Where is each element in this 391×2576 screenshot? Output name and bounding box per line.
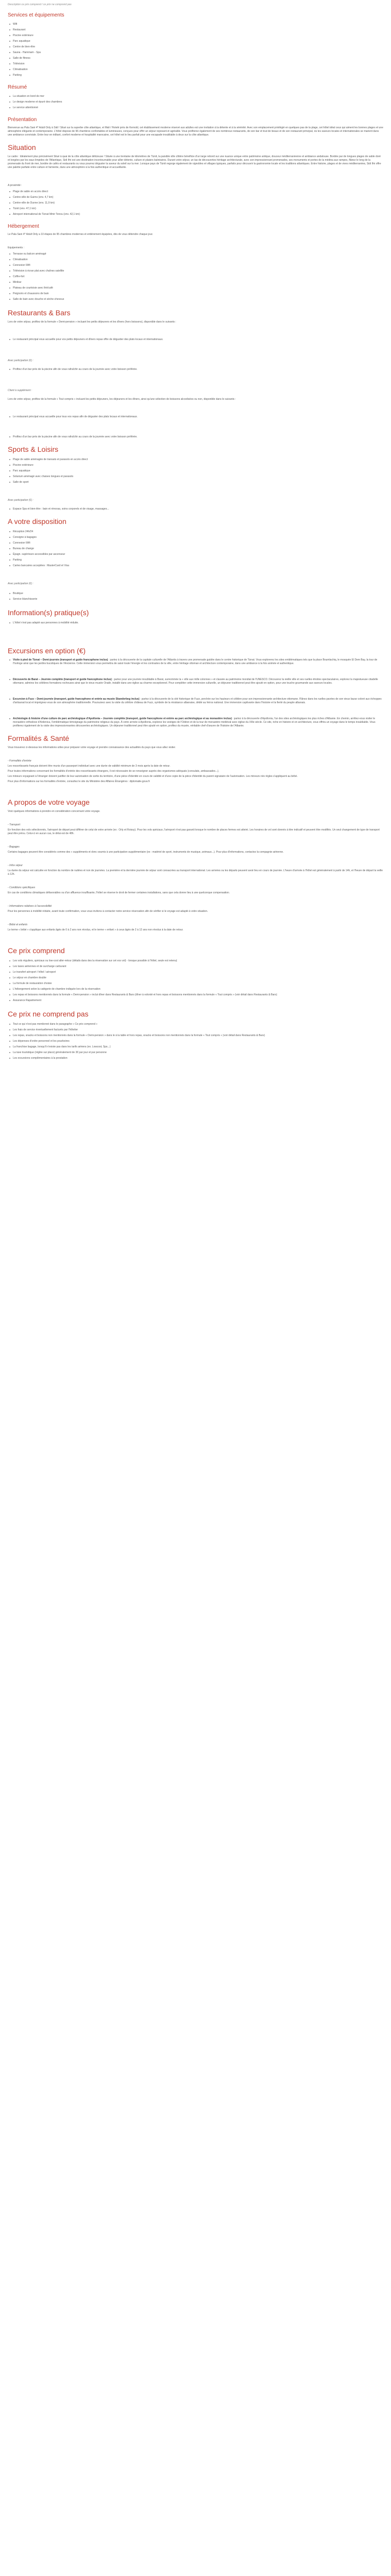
- hebergement-text: Le Pala Sani 4* Adult Only a 10 étapes de 95 chambres modernes et entièrement équipées, dès de vous détendre chaque jour.: [8, 233, 153, 236]
- list-item: Le design moderne et épuré des chambres: [13, 99, 383, 105]
- prix-ne-comprend-section: [8, 1010, 383, 1061]
- apropos-text: La durée du séjour est calculée en fonction du nombre de nuitées et non de journées. La première et la dernière journée de séjour sont consacrées au transport international. Les arrivées ou les départs peuvent avoir lieu en cours de journée. L'heure d'arrivée à l'hôtel est généralement à partir de 14h, et l'heure de départ la veille à 12h.: [8, 869, 383, 876]
- services-list: [8, 22, 383, 78]
- list-item: Piscine extérieure: [13, 33, 383, 39]
- list-item: Connexion Wifi: [13, 540, 383, 546]
- excursion-item: [13, 658, 383, 666]
- list-item: Coffre-fort: [13, 274, 383, 280]
- list-item: Les excursions complémentaires à la prestation: [13, 1056, 383, 1061]
- apropos-text: Certains bagages peuvent être considérés comme des « suppléments et donc soumis à une participation supplémentaire (ex : matériel de sport, instruments de musique, animaux...). Pour plus d'informations, contactez la compagnie aérienne.: [8, 851, 284, 854]
- list-item: Salle de bain avec douche et sèche-cheveux: [13, 297, 383, 302]
- excursions-section: [8, 647, 383, 728]
- excursion-desc: : partez à la découverte d'Apollonia, l'un des sites archéologiques les plus riches d'Albanie. En chemin, arrêtez-vous visiter le monastère orthodoxe d'Ardenica, l'emblématique témoignage du patrimoine religieux du pays. À votre arrivée à Apollonia, explorez les vestiges de l'Odéon et de la tour de monastère médiéval avec église du XIIIe siècle. Ce site, riche en histoire et en architecture, vous offrira un voyage dans le temps inoubliable. Vous profiterez également de la visite des impressionnantes découvertes archéologiques. Un déjeuner traditionnel peut être ajouté en option, profitez du musée, véritable chef-d'œuvre de l'histoire de l'Albanie.: [13, 717, 376, 727]
- presentation-text: Bienvenue au Pala Sani 4* Adult Only à Sidi ! Situé sur la superbe côte atlantique, et Mali / Hotelé près de Kernold, cet établissement moderne réservé aux adultes est une invitation à la détente et à la sérénité. Avec son emplacement privilégié en quelques pas de la plage, cet hôtel idéal ceux qui aiment les bonnes plages et une atmosphère élégante et contemporaine. L'hôtel dispose de 96 chambres confortables et lumineuses, conçues pour offrir un séjour reposant et agréable. Vous profiterez également de ses nombreux restaurants, de son bar et tout de beaux et de son restaurant principal, où les saveurs locales et internationales se marient dans une ambiance conviviale. Entre leur en éditant, confort moderne et hospitalité marocaine, cet hôtel est le lieu parfait pour une escapade inoubliable à deux sur la côte atlantique.: [8, 126, 383, 137]
- situation-title: Situation: [8, 143, 36, 151]
- list-item: La franchise bagage, lorsqu'il n'existe pas dans les tarifs aériens (ex. Lowcost, Sps...): [13, 1044, 383, 1050]
- list-item: Parking: [13, 73, 383, 78]
- formalites-text: Vous trouverez ci-dessous les informations utiles pour préparer votre voyage et prendre connaissance des actualités du pays que vous allez visiter.: [8, 746, 176, 749]
- formalites-subtitle: - Formalités d'entrée: [8, 759, 31, 762]
- hebergement-equip-label: Equipements :: [8, 246, 24, 249]
- list-item: Parc aquatique: [13, 468, 383, 474]
- prix-comprend-section: [8, 946, 383, 1004]
- apropos-text: Le terme « bébé » s'applique aux enfants âgés de 0 à 2 ans non révolus, et le terme « enfant » à ceux âgés de 2 à 12 ans non révolus à la date de retour.: [8, 928, 184, 931]
- list-item: L'hébergement selon la catégorie de chambre indiquée lors de la réservation: [13, 987, 383, 992]
- list-item: Bureau de change: [13, 546, 383, 552]
- list-item: Les frais de service éventuellement facturés par l'hôtelier: [13, 1027, 383, 1033]
- restaurants-para1: Lors de votre séjour, profitez de la formule « Demi-pension » incluant les petits déjeuners et les dîners (hors boissons), disponible dans le suivants :: [8, 320, 176, 324]
- hebergement-section: [8, 224, 383, 302]
- restaurants-bullet1: Le restaurant principal vous accueille pour vos petits déjeuners et dîners repas offre de dégustier des plats locaux et internationaux.: [13, 338, 383, 342]
- list-item: Solarium aménagé avec chaises longues et parasols: [13, 474, 383, 480]
- list-item: Centre-ville de Guims (env. 4,7 km): [13, 195, 383, 200]
- excursion-item: [13, 678, 383, 685]
- top-note: Description ce prix comprend / ce prix ne comprend pas: [8, 3, 72, 6]
- resume-title: Résumé: [8, 84, 27, 90]
- page: [0, 0, 391, 1061]
- apropos-subtitle: - Conditions spécifiques: [8, 886, 36, 889]
- list-item: Parking: [13, 557, 383, 563]
- list-item: La situation en bord de mer: [13, 94, 383, 99]
- restaurants-bullet4: Profitez d'un bar près de la piscine afin de vous rafraîchir au cours de la journée avec votre boisson préférée.: [13, 435, 383, 439]
- list-item: Salle de fitness: [13, 56, 383, 61]
- restaurants-option-note: Client à supplément :: [8, 389, 32, 392]
- restaurants-title: Restaurants & Bars: [8, 309, 71, 317]
- excursion-desc: : partez pour une journée inoubliable à Barat, surnommée la « ville aux mille colonnes » et classée au patrimoine mondial de l'UNESCO. Découvrez la vieille ville et ses ruelles étroites spectaculaires, explorez la majestueuse citadelle ottomane, admirez les célèbres formations rocheuses ainsi que le vieux musée Oradir, installé dans une église au charme exceptionnel. Pour compléter cette immersion culturelle, un déjeuner traditionnel peut être ajouté en option, pour une touche gourmande aux saveurs locales.: [13, 678, 378, 685]
- restaurants-bullet3: Le restaurant principal vous accueille pour tous vos repas afin de déguster des plats locaux et internationaux.: [13, 415, 383, 419]
- list-item: Les dépenses d'ordre personnel et les pourboires: [13, 1039, 383, 1044]
- sports-bullet: Espace Spa et bien-être : bain et rénovas, soins corporels et de visage, massages...: [13, 507, 383, 511]
- disposition-title: A votre disposition: [8, 517, 67, 526]
- apropos-section: [8, 798, 383, 932]
- list-item: Le service attentionné: [13, 105, 383, 111]
- list-item: Consigne à bagages: [13, 535, 383, 540]
- list-item: Terrasse ou balcon aménagé: [13, 251, 383, 257]
- formalites-text: Les ressortissants français doivent être munis d'un passeport individuel avec une durée de validité minimum de 3 mois après la date de retour.: [8, 765, 171, 768]
- list-item: Connexion Wifi: [13, 263, 383, 268]
- apropos-text: En fonction des vols sélectionnés, l'aéroport de départ peut différer de celui de votre arrivée (ex : Orly et Roissy). Pour les vols spéciaux, l'aéroport n'est pas garanti lorsque le nombre de places fermes est atteint. Les horaires de vol sont donnés à titre indicatif et peuvent être modifiés. Un seul changement de type de transport peut être prévu. Celui-ci en aucun cas, le délai est de 48h.: [8, 828, 380, 835]
- prix-ne-comprend-title: Ce prix ne comprend pas: [8, 1010, 89, 1018]
- situation-section: [8, 143, 383, 170]
- list-item: Le séjour en chambre double: [13, 975, 383, 981]
- services-title: Services et équipements: [8, 12, 64, 18]
- list-item: Aéroport international de Tiznat Mmir Tenou (env. 42,1 km): [13, 212, 383, 217]
- apropos-subtitle: - Bagages: [8, 845, 20, 849]
- excursion-name: Archéologie & histoire d'une culture de parc archéologique d'Apollonia – Journée complète (transport, guide francophone et entrée au parc archéologique et au monastère inclus): [13, 717, 232, 720]
- presentation-section: [8, 117, 383, 137]
- apropos-subtitle: - Bébé et enfants: [8, 923, 28, 926]
- disposition-list: [8, 529, 383, 569]
- apropos-text: En cas de conditions climatiques défavorables ou d'un affluence insuffisante, l'hôtel se réserve le droit de fermer certaines installations, sans que cela donne lieu à une quelconque compensation.: [8, 891, 230, 894]
- list-item: Climatisation: [13, 67, 383, 73]
- excursion-desc: : partez à la découverte de la capitale culturelle de l'Atlantis à travers une promenade guidée dans le centre historique de Tiznat. Vous explorerez les sites emblématiques tels que la place Boumlachiq, le mosquée El Dem Bay, la tour de l'horloge ainsi que les jardins bucoliques de l'Ancienne. Cette immersion vous permettra de saisir toute l'énergie et les contrastes de la ville, entre héritage ottoman et architecture contemporaine, dans une ambiance à la fois animée et authentique.: [13, 658, 378, 665]
- list-item: Centre de bien-être: [13, 44, 383, 50]
- list-item: Climatisation: [13, 257, 383, 263]
- presentation-title: Présentation: [8, 117, 37, 123]
- formalites-title: Formalités & Santé: [8, 734, 70, 742]
- prix-ne-comprend-list: [8, 1022, 383, 1061]
- list-item: Wifi: [13, 22, 383, 27]
- list-item: Les taxes aériennes et de surcharge carburant: [13, 964, 383, 970]
- list-item: Tout ce qui n'est pas mentionné dans le paragraphe « Ce prix comprend »: [13, 1022, 383, 1027]
- list-item: Télévision à écran plat avec chaînes satellite: [13, 268, 383, 274]
- excursion-item: [13, 717, 383, 728]
- formalites-text: Pour plus d'informations sur les formalités d'entrée, consultez le site du Ministère des Affaires Étrangères : diplomatie.gouv.fr: [8, 780, 150, 783]
- list-item: La formule de restauration choisie: [13, 981, 383, 987]
- resume-section: [8, 84, 383, 111]
- list-item: Piscine extérieure: [13, 463, 383, 468]
- formalites-text: Les mineurs voyageant à l'étranger doivent justifier de leur autorisation de sortie du territoire, d'une pièce d'identité en cours de validité et d'une copie de la pièce d'identité du parent signataire de l'autorisation. Les mineurs nés règles s'appliquent au bébé.: [8, 775, 298, 778]
- list-item: Les vols réguliers, spéciaux ou low-cost aller-retour (détails dans des la réservation sur cet vos vol) - lorsque possible à l'hôtel, seule est retenu): [13, 958, 383, 964]
- apropos-subtitle: - Informations relatives à l'accessibilité: [8, 905, 52, 908]
- services-section: [8, 12, 383, 78]
- list-item: Réception 24h/24: [13, 529, 383, 535]
- restaurants-section: [8, 309, 383, 439]
- list-item: La taxe touristique (réglée sur place) généralement de 3€ par jour et par personne: [13, 1050, 383, 1056]
- list-item: Tiznit (env. 47,1 km): [13, 206, 383, 212]
- proximite-section: [8, 184, 383, 217]
- list-item: Restaurant: [13, 27, 383, 33]
- list-item: Minibar: [13, 280, 383, 285]
- resume-list: [8, 94, 383, 111]
- situation-text: Le cadre : Idéalement plus précisément Situé à quai de la côte atlantique délicieuse ! Située à une trentaine de kilomètres de Tiznit, la paisible ville côtière bénéficie d'un large rebord sur une nuance unique entre patrimoine antique, douceur méditerranéenne et ambiance andalouse. Bordée par de longues plages de sable doré et longées par les eaux limpides de l'Atlantique, Sidi Ifni est une destination incontournable pour allier détente, culture et plaisirs balnéaires. Durant votre séjour, un tas de découvertes héritage architecturale, avec son impressionnant promenades, ses monuments et portes de la médina aux rampes, flânez le long de la promenade du front de mer, bordée de cafés et restaurants ou vous pourrez déguster la saveur du soleil sur la mer. Lorsque pays de Tiznit regorge également de vignobles et villages typiques, parfaits pour découvrir la gastronomie locale et les traditions atlantiques. Entre histoire, plages et de vives méditerranées, Sidi Ifni offre une palette parfaite entre culture et farniente, dans une atmosphère à la fois authentique et accueillante.: [8, 155, 381, 169]
- list-item: Le transfert aéroport / hôtel / aéroport: [13, 970, 383, 975]
- sports-title: Sports & Loisirs: [8, 445, 59, 453]
- apropos-title: A propos de votre voyage: [8, 798, 90, 806]
- disposition-section: [8, 517, 383, 602]
- excursion-name: Visite à pied de Tiznat – Demi-journée (transport et guide francophone inclus): [13, 658, 108, 662]
- sports-section: [8, 445, 383, 511]
- apropos-text: Pour les personnes à mobilité réduite, avant toute confirmation, vous vous invitons à contacter notre service réservation afin de vérifier si le voyage est adapté à votre situation.: [8, 910, 208, 913]
- sports-price-note: Avec participation (€) :: [8, 499, 34, 502]
- list-item: Épagn. supérieure accessibles par ascenseur: [13, 552, 383, 557]
- sports-list: [8, 457, 383, 485]
- restaurants-bullet2: Profitez d'un bar près de la piscine afin de vous rafraîchir au cours de la journée avec votre boisson préférée.: [13, 368, 383, 371]
- excursion-name: Excursion à Fuzz – Demi-journée (transport, guide francophone et entrée au musée Skanderbeg inclus): [13, 698, 140, 701]
- list-item: Centre-ville de Dunne (env. 11,9 km): [13, 200, 383, 206]
- list-item: Plage de sable en accès direct: [13, 189, 383, 195]
- list-item: Salle de sport: [13, 480, 383, 485]
- restaurants-para2: Lors de votre séjour, profitez de la formule « Tout compris » incluant les petits déjeuners, les déjeuners et les dîners, ainsi qu'une sélection de boissons alcoolisées ou non, disponible dans le suivants :: [8, 398, 236, 401]
- apropos-subtitle: - Transport: [8, 823, 21, 826]
- list-item: Peignoirs et chaussons de bain: [13, 291, 383, 297]
- proximite-label: A proximité :: [8, 184, 22, 187]
- list-item: Parc aquatique: [13, 39, 383, 44]
- list-item: Sauna - Hammam - Spa: [13, 50, 383, 56]
- list-item: Les repas, snacks et boissons non mentionnés dans la formule « Demi-pension » dans le à la table et hors repas, snacks et boissons non mentionnés dans la formule « Tout compris » (voir détail dans Restaurants & Bars): [13, 1033, 383, 1039]
- apropos-intro: Voici quelques informations à prendre en considération concernant votre voyage.: [8, 810, 101, 813]
- excursion-name: Découverte de Barat – Journée complète (transport et guide francophone inclus): [13, 678, 112, 681]
- disposition-price-note: Avec participation (€) :: [8, 582, 34, 585]
- list-item: Télévision: [13, 61, 383, 67]
- list-item: Boutique: [13, 591, 383, 597]
- excursions-title: Excursions en option (€): [8, 647, 86, 655]
- list-item: Cartes bancaires acceptées : MasterCard et Visa: [13, 563, 383, 569]
- info-bullet: L'hôtel n'est pas adapté aux personnes à mobilité réduite.: [13, 621, 383, 625]
- list-item: Service blanchisserie: [13, 597, 383, 602]
- proximite-list: [8, 189, 383, 217]
- formalites-section: [8, 734, 383, 784]
- hebergement-title: Hébergement: [8, 224, 39, 229]
- apropos-subtitle: - Infos séjour: [8, 864, 23, 867]
- info-section: [8, 608, 383, 625]
- list-item: Plateau de courtoisie avec thé/café: [13, 285, 383, 291]
- prix-comprend-list: [8, 958, 383, 1004]
- excursion-item: [13, 698, 383, 705]
- excursion-desc: : partez à la découverte de la cité historique de Fuzz, perchée sur les hauteurs et célèbre pour son impressionnante architecture ottomane. Flânez dans les ruelles pavées de son vieux bazar coloré aux échoppes d'artisanat local et imprégnez-vous de son atmosphère traditionnelle. Poursuivez avec la visite du célèbre château de Fuzz, symbole de la résistance albanaise, dédié au héros national. Une immersion captivante dans l'histoire et la fierté du peuple albanais.: [13, 698, 382, 704]
- list-item: Les repas et boissons mentionnés dans la formule « Demi-pension » inclut dîner dans Restaurants & Bars (dîner à volonté et hors repas et boissons mentionnés dans la formule « Tout compris » (voir détail dans Restaurants & Bars): [13, 992, 383, 998]
- list-item: Assurance Rapatriement: [13, 998, 383, 1004]
- formalites-text: Pour toutes informations concernant les formalités d'entrée des ressortissants étrangers, il est nécessaire de se renseigner auprès des organismes adéquats (consulats, ambassades...).: [8, 770, 219, 773]
- restaurants-price-note: Avec participation (€) :: [8, 359, 34, 362]
- disposition-list-2: [8, 591, 383, 602]
- hebergement-list: [8, 251, 383, 302]
- prix-comprend-title: Ce prix comprend: [8, 946, 65, 955]
- list-item: Plage de sable aménagée de transats et parasols en accès direct: [13, 457, 383, 463]
- info-title: Information(s) pratique(s): [8, 608, 89, 617]
